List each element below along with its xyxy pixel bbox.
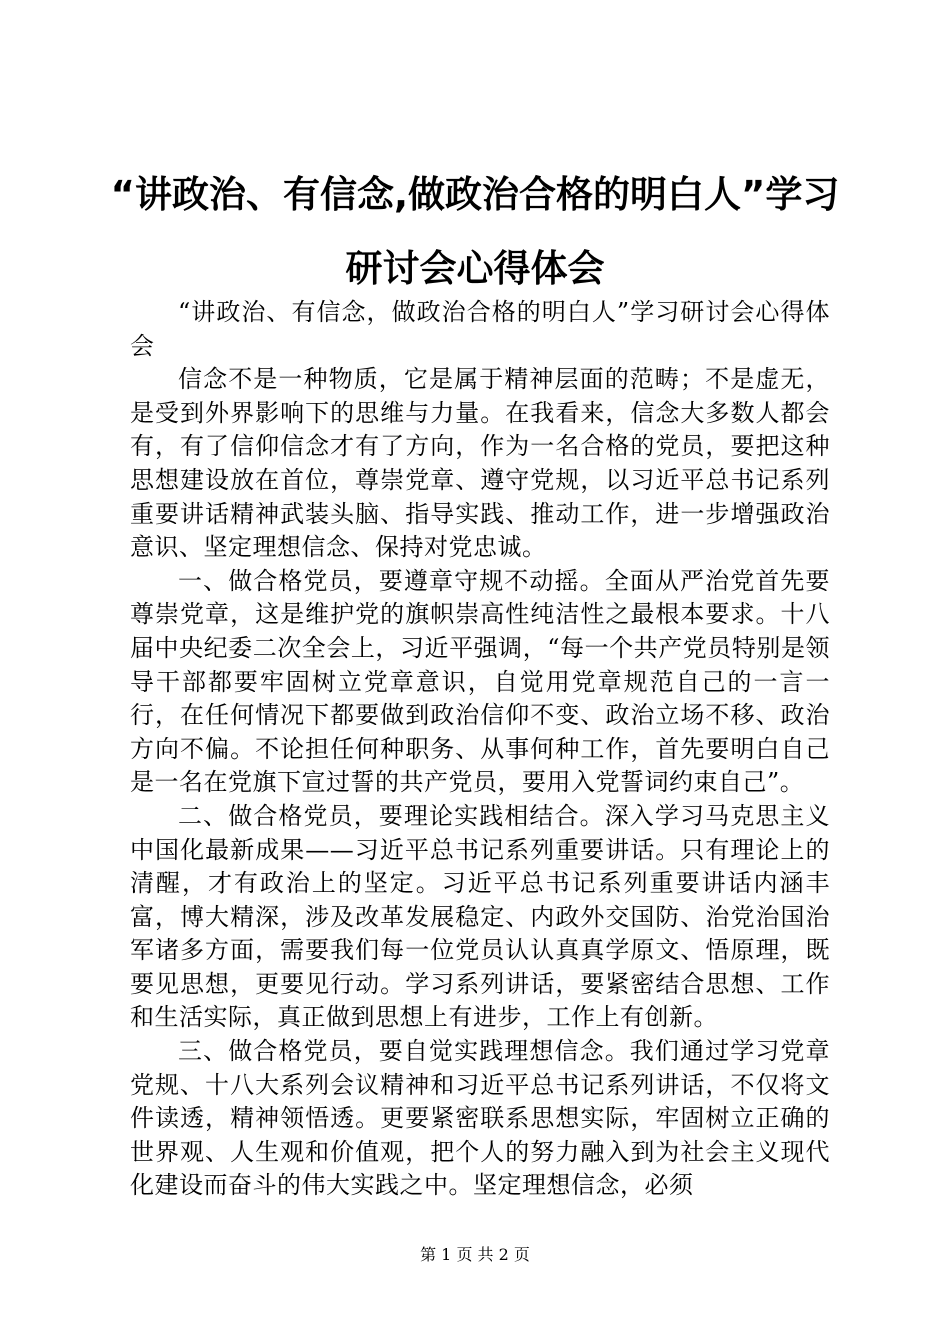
paragraph-section-2: 二、做合格党员，要理论实践相结合。深入学习马克思主义中国化最新成果——习近平总书记系列重要讲话。只有理论上的清醒，才有政治上的坚定。习近平总书记系列重要讲话内涵丰富，博大精深，涉及改革发展稳定、内政外交国防、治党治国治军诸多方面，需要我们每一位党员认认真真学原文、悟原理，既要见思想，更要见行动。学习系列讲话，要紧密结合思想、工作和生活实际，真正做到思想上有进步，工作上有创新。 — [130, 801, 830, 1032]
document-title: “讲政治、有信念,做政治合格的明白人”学习研讨会心得体会 — [110, 173, 840, 290]
paragraph-section-1: 一、做合格党员，要遵章守规不动摇。全面从严治党首先要尊崇党章，这是维护党的旗帜崇高性纯洁性之最根本要求。十八届中央纪委二次全会上，习近平强调，“每一个共产党员特别是领导干部都要牢固树立党章意识，自觉用党章规范自己的一言一行，在任何情况下都要做到政治信仰不变、政治立场不移、政治方向不偏。不论担任何种职务、从事何种工作，首先要明白自己是一名在党旗下宣过誓的共产党员，要用入党誓词约束自己”。 — [130, 566, 830, 797]
paragraph-section-3: 三、做合格党员，要自觉实践理想信念。我们通过学习党章党规、十八大系列会议精神和习近平总书记系列讲话，不仅将文件读透，精神领悟透。更要紧密联系思想实际，牢固树立正确的世界观、人生观和价值观，把个人的努力融入到为社会主义现代化建设而奋斗的伟大实践之中。坚定理想信念，必须 — [130, 1037, 830, 1200]
page-footer: 第 1 页 共 2 页 — [420, 1245, 530, 1264]
paragraph-subtitle: “讲政治、有信念，做政治合格的明白人”学习研讨会心得体会 — [130, 298, 830, 360]
paragraph-intro: 信念不是一种物质，它是属于精神层面的范畴；不是虚无，是受到外界影响下的思维与力量。在我看来，信念大多数人都会有，有了信仰信念才有了方向，作为一名合格的党员，要把这种思想建设放在首位，尊崇党章、遵守党规，以习近平总书记系列重要讲话精神武装头脑、指导实践、推动工作，进一步增强政治意识、坚定理想信念、保持对党忠诚。 — [130, 365, 830, 562]
document-body — [130, 296, 830, 1203]
